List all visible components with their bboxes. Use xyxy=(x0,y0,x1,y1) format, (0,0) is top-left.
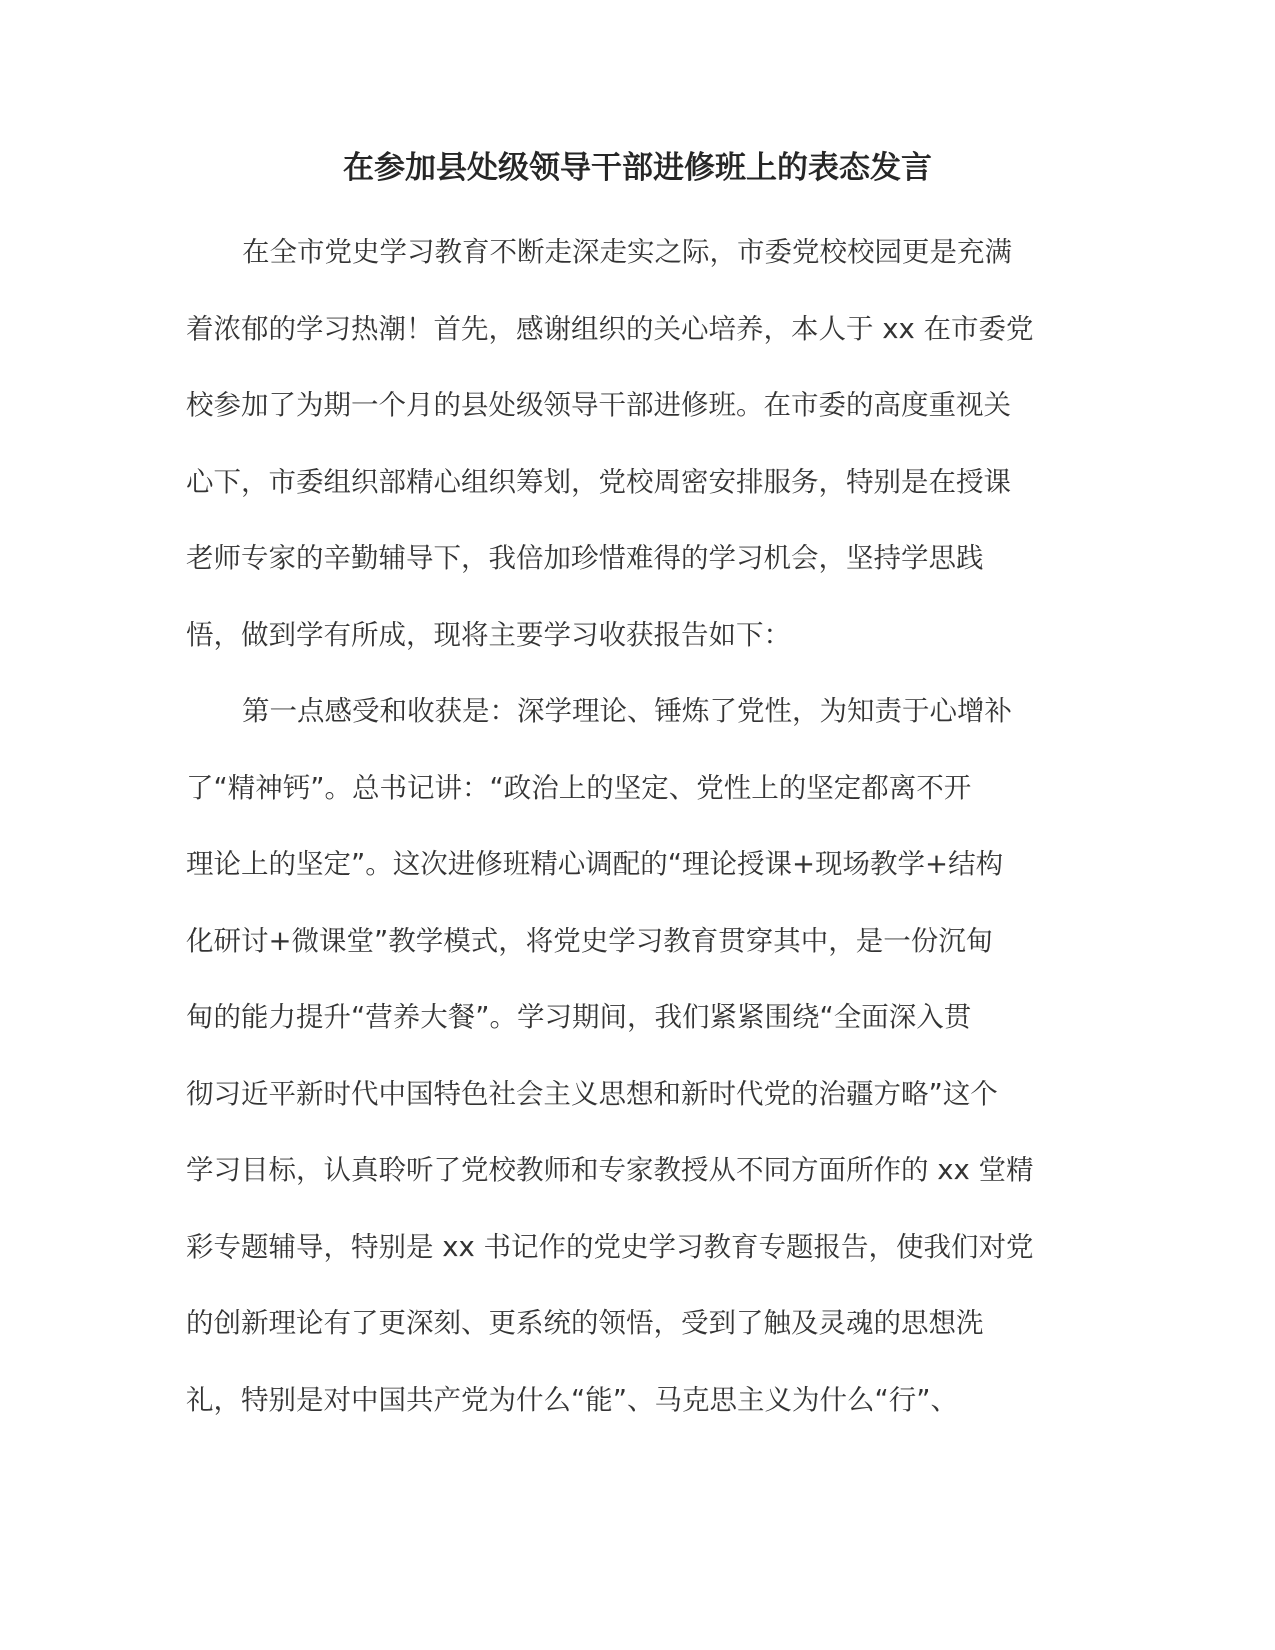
paragraph-line: 学习目标，认真聆听了党校教师和专家教授从不同方面所作的 xx 堂精 xyxy=(186,1154,1034,1186)
paragraph-line: 悟，做到学有所成，现将主要学习收获报告如下： xyxy=(186,618,791,651)
paragraph-line: 彻习近平新时代中国特色社会主义思想和新时代党的治疆方略”这个 xyxy=(186,1077,998,1110)
paragraph-line: 化研讨+微课堂”教学模式，将党史学习教育贯穿其中，是一份沉甸 xyxy=(186,924,994,957)
document-body xyxy=(186,232,1086,1456)
paragraph-line: 着浓郁的学习热潮！首先，感谢组织的关心培养，本人于 xx 在市委党 xyxy=(186,312,1034,345)
paragraph-line: 甸的能力提升“营养大餐”。学习期间，我们紧紧围绕“全面深入贯 xyxy=(186,1001,972,1033)
paragraph-line: 礼，特别是对中国共产党为什么“能”、马克思主义为什么“行”、 xyxy=(186,1383,958,1416)
paragraph-line: 理论上的坚定”。这次进修班精心调配的“理论授课+现场教学+结构 xyxy=(186,848,1004,880)
paragraph-line: 了“精神钙”。总书记讲：“政治上的坚定、党性上的坚定都离不开 xyxy=(186,771,972,804)
paragraph-line: 心下，市委组织部精心组织筹划，党校周密安排服务，特别是在授课 xyxy=(186,465,1011,498)
paragraph-line: 在全市党史学习教育不断走深走实之际，市委党校校园更是充满 xyxy=(242,236,1012,268)
paragraph-line: 老师专家的辛勤辅导下，我倍加珍惜难得的学习机会，坚持学思践 xyxy=(186,542,984,574)
paragraph-line: 第一点感受和收获是：深学理论、锤炼了党性，为知责于心增补 xyxy=(242,695,1012,727)
paragraph-line: 的创新理论有了更深刻、更系统的领悟，受到了触及灵魂的思想洗 xyxy=(186,1307,984,1339)
paragraph-line: 彩专题辅导，特别是 xx 书记作的党史学习教育专题报告，使我们对党 xyxy=(186,1230,1034,1263)
paragraph-line: 校参加了为期一个月的县处级领导干部进修班。在市委的高度重视关 xyxy=(186,389,1011,421)
document-title: 在参加县处级领导干部进修班上的表态发言 xyxy=(343,150,932,186)
